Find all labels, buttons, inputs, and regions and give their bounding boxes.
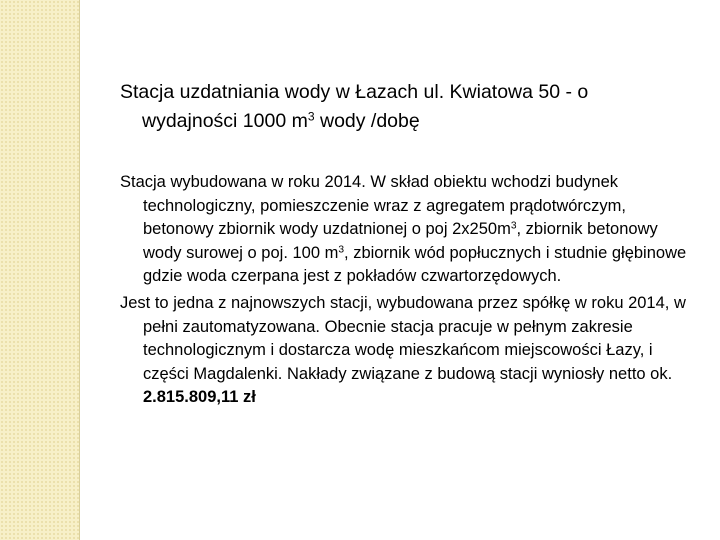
title-text: Stacja uzdatniania wody w Łazach ul. Kwiatowa 50 - o wydajności 1000 m xyxy=(120,81,589,132)
paragraph2-text: Jest to jedna z najnowszych stacji, wybudowana przez spółkę w roku 2014, w pełni zautomatyzowana. Obecnie stacja pracuje w pełnym zakresie technologicznym i dostarcza wodę mieszkańcom miejscowości Łazy, i części Magdalenki. Nakłady związane z budową stacji wyniosły netto ok. xyxy=(120,293,686,383)
title-text-end: wody /dobę xyxy=(314,110,420,132)
slide-body xyxy=(120,171,700,413)
slide-title xyxy=(120,78,680,136)
side-bar-divider xyxy=(79,0,80,540)
paragraph1-text-1: Stacja wybudowana w roku 2014. W skład obiektu wchodzi budynek technologiczny, pomieszczenie wraz z agregatem prądotwórczym, betonowy zbiornik wody uzdatnionej o poj 2x250m xyxy=(120,173,626,239)
paragraph1-text-3: , zbiornik wód popłucznych i studnie głębinowe gdzie woda czerpana jest z pokładów czwartorzędowych. xyxy=(143,243,687,286)
paragraph1-superscript-1: 3 xyxy=(510,220,517,232)
cost-amount: 2.815.809,11 zł xyxy=(143,388,256,407)
paragraph-station-description xyxy=(120,171,700,289)
paragraph-station-info xyxy=(120,292,700,410)
paragraph1-text-2: , zbiornik betonowy wody surowej o poj. 100 m xyxy=(143,220,658,262)
paragraph1-superscript-2: 3 xyxy=(338,244,345,256)
decorative-side-bar xyxy=(0,0,79,540)
title-superscript: 3 xyxy=(307,109,315,124)
